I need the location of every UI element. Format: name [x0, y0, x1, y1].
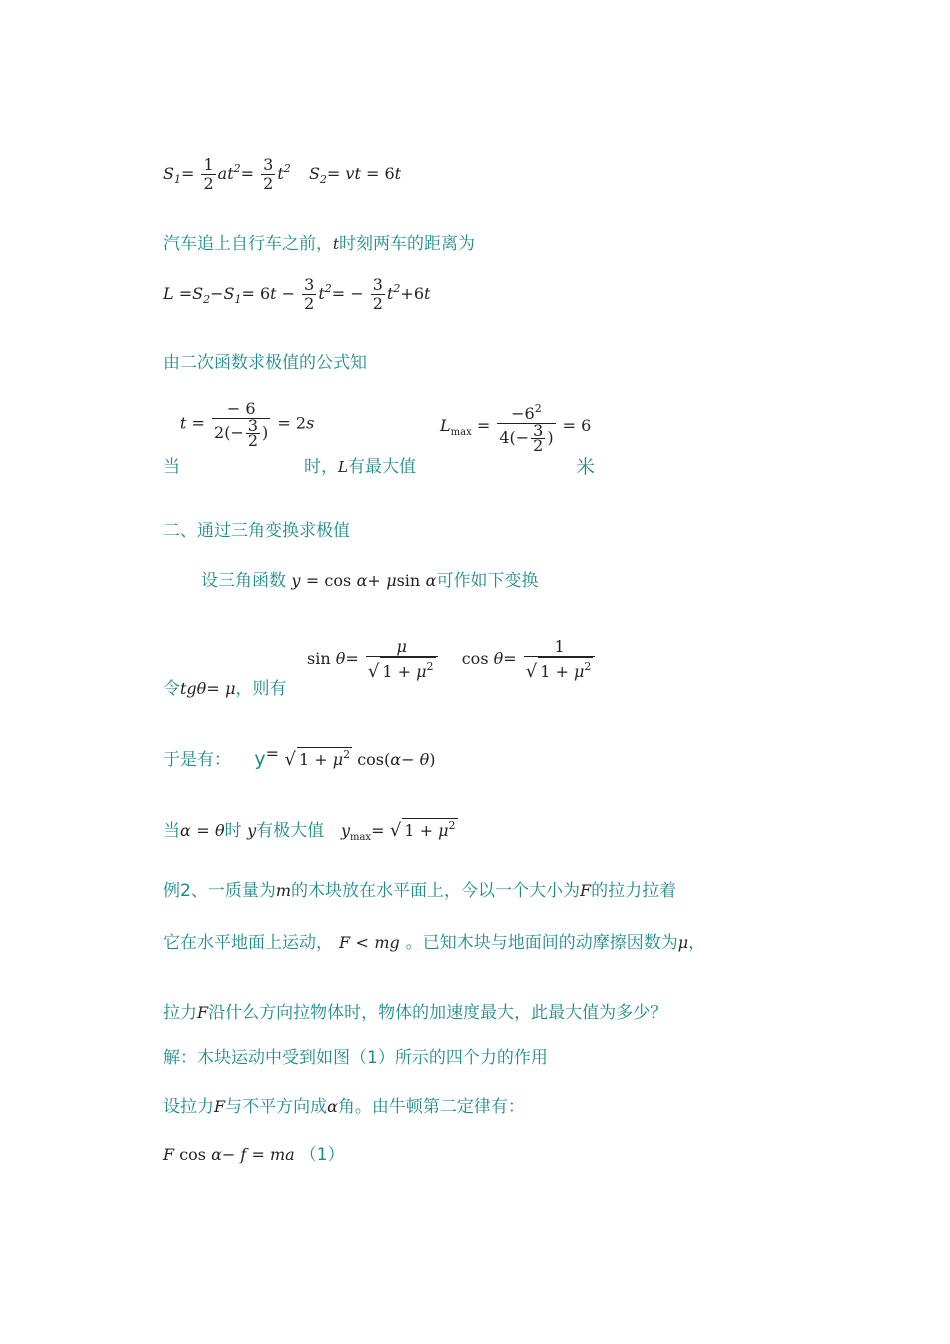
solution-line-1: 解：木块运动中受到如图（1）所示的四个力的作用 [163, 1048, 548, 1068]
solution-line-2: 设拉力F与不平方向成α角。由牛顿第二定律有： [163, 1097, 525, 1117]
section-heading: 二、通过三角变换求极值 [163, 521, 350, 541]
text-line-6: 于是有： y= √ $1 + \mu^2$ cos(α− θ) [163, 744, 436, 770]
equation-number: （1） [299, 1145, 345, 1165]
example-line-2: 它在水平地面上运动， F < mg 。已知木块与地面间的动摩擦因数为μ， [163, 933, 706, 953]
equation-newton: F cos α− f = ma （1） [163, 1145, 345, 1165]
text-unit-meter: 米 [576, 456, 596, 478]
example-line-1: 例2、一质量为m的木块放在水平面上，今以一个大小为F的拉力拉着 [163, 881, 677, 901]
text-line-3a: 当 [163, 457, 180, 477]
equation-lmax: $L_{max}$ = $-6^2$ 4(− $\frac{3}{2}$ ) = 6 [440, 402, 592, 455]
equation-t: t = − 6 2(− $\frac{3}{2}$ ) = 2s [180, 399, 315, 450]
example-line-3: 拉力F沿什么方向拉物体时，物体的加速度最大，此最大值为多少？ [163, 1003, 668, 1023]
text-line-5: 令tgθ= μ，则有 [163, 679, 287, 699]
equation-l: $L =S_2-S_1= 6t$ − $\frac{3}{2}$ $t^2=$ − $\frac{3}{2}$ $t^2+6t$ [163, 275, 431, 313]
text-line-1: 汽车追上自行车之前，t时刻两车的距离为 [163, 234, 476, 254]
text-line-4: 设三角函数 y = cos α+ μsin α可作如下变换 [201, 571, 539, 591]
text-line-3b: 时，L有最大值 [304, 457, 416, 477]
text-line-2: 由二次函数求极值的公式知 [163, 353, 367, 373]
equation-sin-cos: sin θ= $\frac{\mu}{√ 1 + \mu^2}$ cos θ= $\frac{1}{√ 1 + \mu^2}$ [307, 638, 597, 681]
text-line-7: 当α = θ时 y有极大值 $y_{max}=$ √ $1 + \mu^2$ [163, 819, 456, 843]
equation-s1-s2: $S_1=$ $\frac{1}{2}$ $at^2=$ $\frac{3}{2}$ $t^2$ $S_2=$ vt = 6t [163, 155, 402, 193]
